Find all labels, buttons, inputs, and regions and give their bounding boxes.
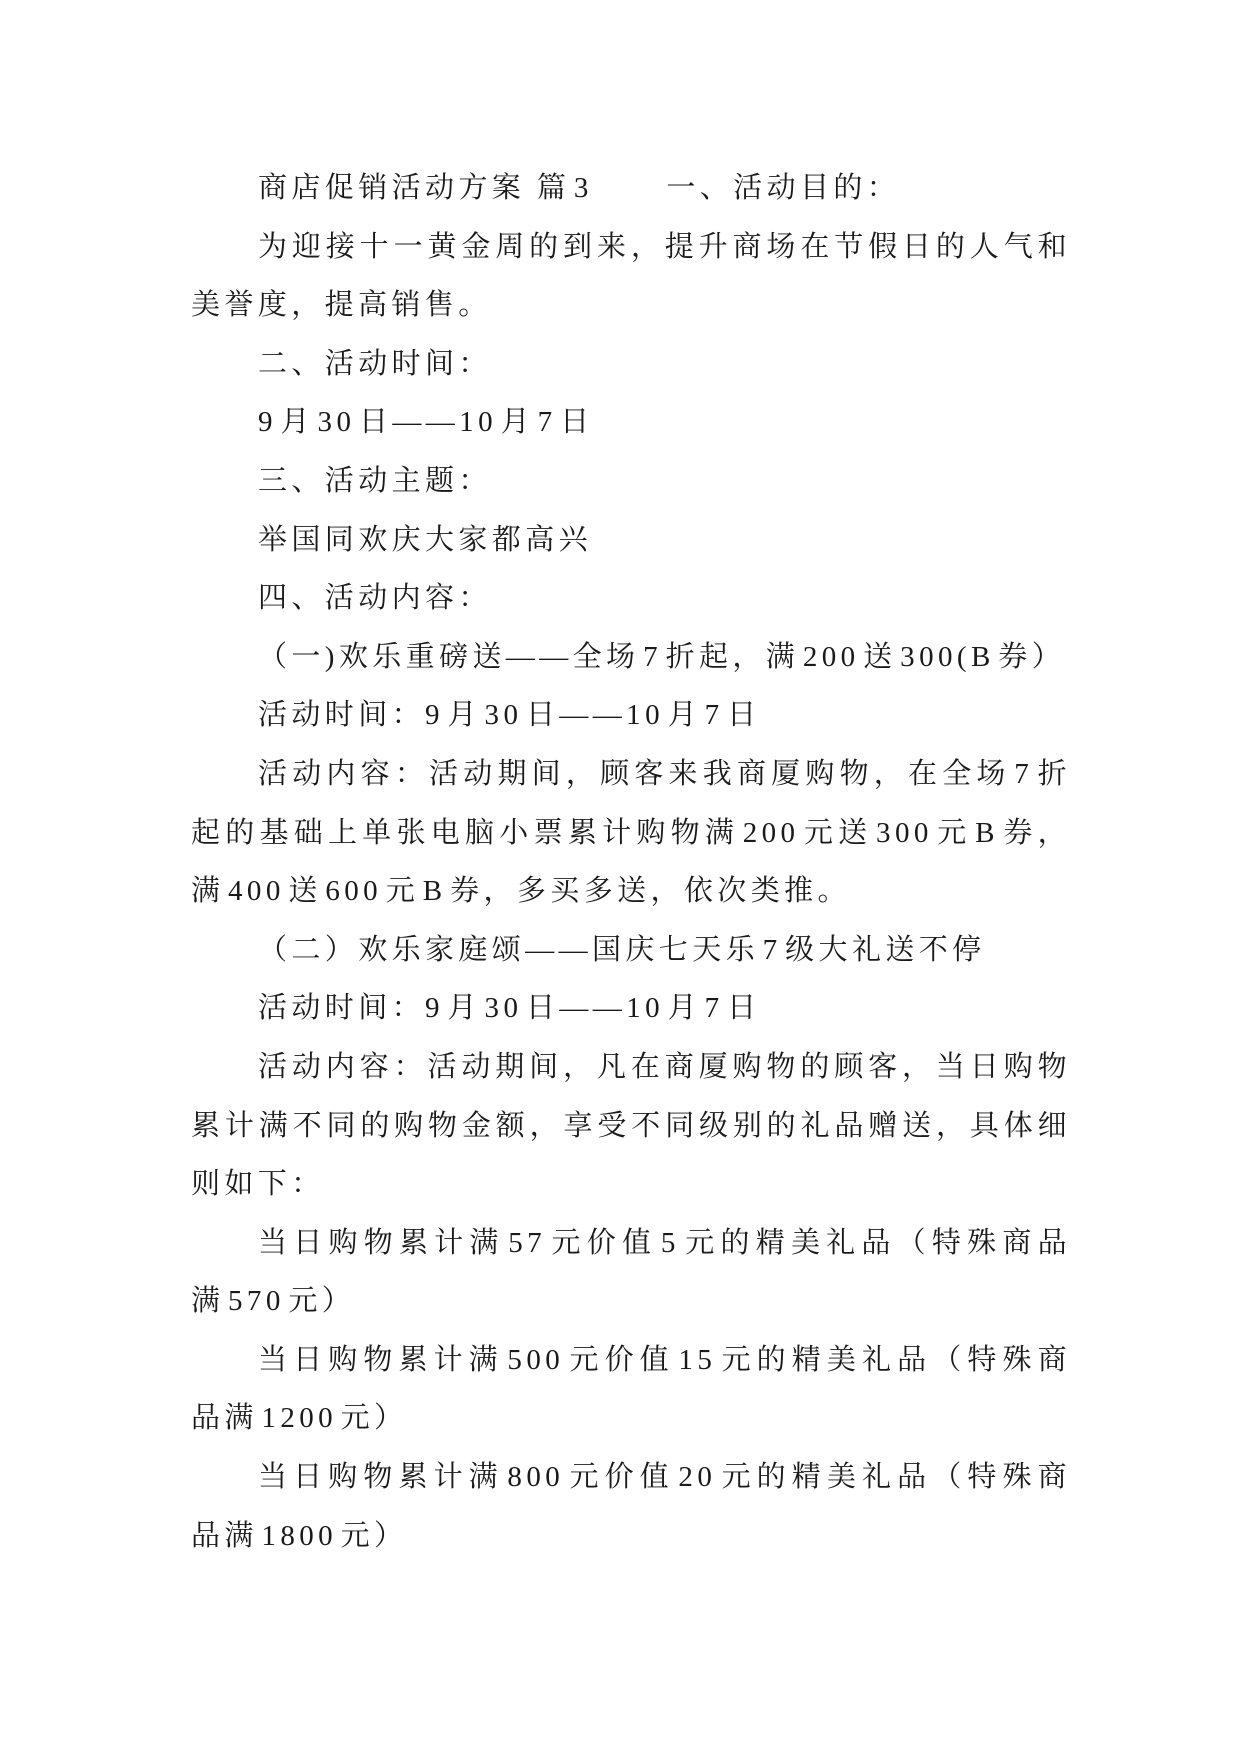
paragraph-line: 举国同欢庆大家都高兴	[258, 523, 593, 556]
paragraph	[191, 218, 1071, 335]
paragraph-line: 活动时间：9月30日——10月7日	[258, 699, 761, 732]
document-body	[191, 159, 1071, 1565]
paragraph-line: 活动内容：活动期间，凡在商厦购物的顾客，当日购物	[258, 1050, 1071, 1083]
paragraph	[191, 1331, 1071, 1448]
subsection-heading-2	[191, 921, 1071, 980]
paragraph-line: 四、活动内容：	[258, 582, 492, 615]
subsection-heading-1	[191, 628, 1071, 687]
paragraph	[191, 979, 1071, 1038]
section-heading-content	[191, 569, 1071, 628]
paragraph-line: （一)欢乐重磅送——全场7折起，满200送300(B券）	[258, 640, 1066, 673]
paragraph	[191, 745, 1071, 921]
paragraph-line: 二、活动时间：	[258, 347, 492, 380]
document-title: 商店促销活动方案 篇3	[258, 172, 597, 204]
paragraph	[191, 686, 1071, 745]
paragraph-line: 当日购物累计满800元价值20元的精美礼品（特殊商	[258, 1461, 1071, 1494]
paragraph-line: 累计满不同的购物金额，享受不同级别的礼品赠送，具体细	[191, 1109, 1071, 1142]
paragraph-line: 品满1200元）	[191, 1402, 408, 1435]
paragraph-line: 当日购物累计满57元价值5元的精美礼品（特殊商品	[258, 1226, 1071, 1259]
paragraph-line: 满570元）	[191, 1285, 356, 1318]
paragraph-line: 活动内容：活动期间，顾客来我商厦购物，在全场7折	[258, 757, 1071, 790]
paragraph	[191, 1038, 1071, 1214]
paragraph-line: （二）欢乐家庭颂——国庆七天乐7级大礼送不停	[258, 933, 986, 966]
paragraph	[191, 1448, 1071, 1565]
section-heading-theme	[191, 452, 1071, 511]
paragraph	[191, 1214, 1071, 1331]
paragraph	[191, 511, 1071, 570]
paragraph-line: 活动时间：9月30日——10月7日	[258, 992, 761, 1025]
title-line	[191, 159, 1071, 218]
paragraph-line: 9月30日——10月7日	[258, 406, 594, 439]
section-heading-purpose: 一、活动目的：	[666, 172, 901, 204]
paragraph-line: 为迎接十一黄金周的到来，提升商场在节假日的人气和	[258, 230, 1071, 263]
paragraph-line: 当日购物累计满500元价值15元的精美礼品（特殊商	[258, 1343, 1071, 1376]
paragraph-line: 美誉度，提高销售。	[191, 289, 492, 322]
section-heading-time	[191, 335, 1071, 394]
paragraph-line: 则如下：	[191, 1168, 325, 1201]
paragraph	[191, 393, 1071, 452]
paragraph-line: 品满1800元）	[191, 1519, 408, 1552]
paragraph-line: 起的基础上单张电脑小票累计购物满200元送300元B券，	[191, 816, 1071, 849]
paragraph-line: 三、活动主题：	[258, 464, 492, 497]
paragraph-line: 满400送600元B券，多买多送，依次类推。	[191, 875, 851, 908]
